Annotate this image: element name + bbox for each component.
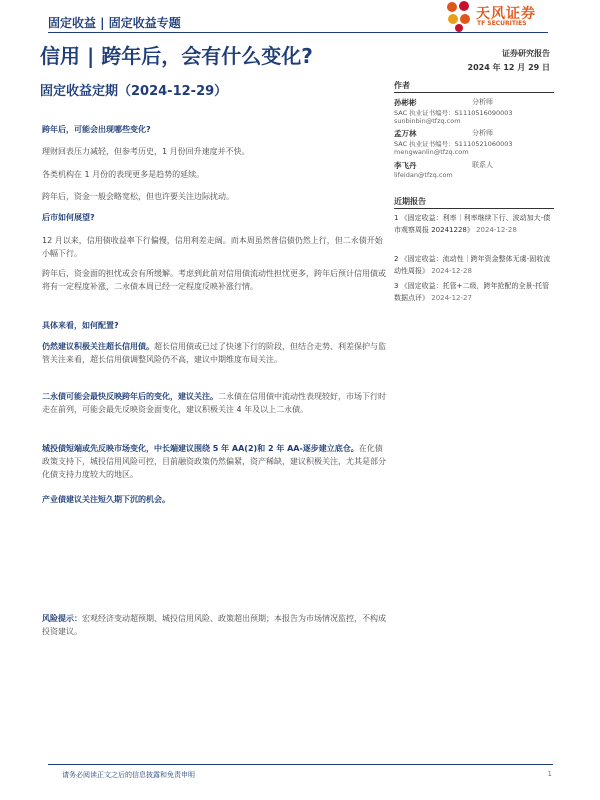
recent-reports-header: 近期报告 — [394, 197, 426, 206]
report-subtitle: 固定收益定期（2024-12-29） — [40, 84, 228, 99]
paragraph-text: 二永债在信用债中流动性表现较好，市场下行时走在前列，可能会最先反映资金面变化，建议积极关注 4 年及以上二永债。 — [42, 392, 386, 414]
recent-report-item[interactable] — [394, 212, 552, 236]
recent-report-date: 2024-12-28 — [476, 226, 517, 234]
body-paragraph — [42, 493, 387, 506]
authors-header: 作者 — [394, 81, 410, 90]
recent-report-title[interactable]: 3 《固定收益：托管+二级，跨年抢配的全景-托管数据点评》 — [394, 282, 550, 302]
body-paragraph: 12 月以来，信用债收益率下行偏慢，信用利差走阔。而本周虽然普信债仍然上行，但二永债开始小幅下行。 — [42, 236, 383, 258]
author-role: 分析师 — [472, 129, 493, 137]
footer-disclaimer[interactable]: 请务必阅读正文之后的信息披露和免责申明 — [62, 771, 195, 779]
header-category: 固定收益 | 固定收益专题 — [48, 16, 181, 30]
body-paragraph: 跨年后，资金面的担忧或会有所缓解。考虑到此前对信用债流动性担忧更多，跨年后预计信用债或将有一定程度补涨，二永债本周已经一定程度反映补涨行情。 — [42, 269, 386, 291]
report-date: 2024 年 12 月 29 日 — [467, 63, 550, 72]
body-paragraph: 跨年后，资金一般会略宽松，但也许要关注边际扰动。 — [42, 192, 234, 201]
author-name: 李飞丹 — [394, 161, 417, 170]
body-paragraph — [42, 442, 387, 481]
report-type: 证券研究报告 — [502, 49, 550, 58]
brand-name: 天风证券 — [476, 6, 536, 22]
risk-label: 风险提示： — [42, 614, 82, 623]
section-heading: 具体来看，如何配置? — [42, 321, 119, 330]
brand-name-en: TF SECURITIES — [477, 20, 527, 27]
footer-divider — [48, 764, 553, 765]
section-heading: 后市如何展望? — [42, 213, 95, 222]
report-title: 信用 | 跨年后，会有什么变化? — [40, 44, 313, 68]
author-name: 孟万林 — [394, 129, 417, 138]
recent-report-item[interactable] — [394, 280, 552, 304]
paragraph-text: 超长信用债或已过了快速下行的阶段，但结合走势、利差保护与监管关注来看，超长信用债调整风险仍不高，建议中期维度布局关注。 — [42, 342, 386, 364]
author-email[interactable]: sunbinbin@tfzq.com — [394, 117, 461, 125]
author-role: 分析师 — [472, 98, 493, 106]
authors-divider — [394, 92, 554, 93]
recent-report-title[interactable]: 2 《固定收益：流动性｜跨年资金整体无虞-固收流动性周报》 — [394, 255, 551, 275]
recent-report-title[interactable]: 1 《固定收益：利率｜利率继续下行、波动加大-债市观察周报 20241228》 — [394, 214, 551, 234]
paragraph-lead: 仍然建议积极关注超长信用债。 — [42, 342, 154, 351]
body-paragraph: 各类机构在 1 月份的表现更多是趋势的延续。 — [42, 170, 205, 179]
author-role: 联系人 — [472, 161, 493, 169]
author-email[interactable]: mengwanlin@tfzq.com — [394, 148, 469, 156]
recent-reports-divider — [394, 208, 554, 209]
paragraph-lead: 二永债可能会最快反映跨年后的变化，建议关注。 — [42, 392, 218, 401]
author-name: 孙彬彬 — [394, 98, 417, 107]
header-divider — [48, 32, 548, 33]
author-email[interactable]: lifeidan@tfzq.com — [394, 171, 453, 179]
body-paragraph — [42, 390, 387, 416]
author-cert: SAC 执业证书编号：S1110521060003 — [394, 140, 513, 148]
paragraph-text: 在化债政策支持下，城投信用风险可控，目前融资政策仍然偏紧，资产稀缺，建议积极关注，尤其是部分化债支持力度较大的地区。 — [42, 444, 386, 479]
body-paragraph — [42, 340, 387, 366]
paragraph-lead: 城投债短端或先反映市场变化，中长端建议围绕 5 年 AA(2)和 2 年 AA-逐步建立底仓。 — [42, 444, 359, 453]
section-heading: 跨年后，可能会出现哪些变化? — [42, 125, 151, 134]
recent-report-date: 2024-12-27 — [431, 294, 472, 302]
page-number: 1 — [547, 770, 552, 778]
author-cert: SAC 执业证书编号：S1110516090003 — [394, 109, 513, 117]
paragraph-lead: 产业债建议关注短久期下沉的机会。 — [42, 495, 170, 504]
recent-report-date: 2024-12-28 — [431, 267, 472, 275]
recent-report-item[interactable] — [394, 253, 552, 277]
risk-warning — [42, 612, 387, 638]
body-paragraph: 理财回表压力减轻，但参考历史，1 月份回升速度并不快。 — [42, 147, 250, 156]
risk-text: 宏观经济变动超预期、城投信用风险、政策超出预期；本报告为市场情况监控，不构成投资建议。 — [42, 614, 386, 636]
